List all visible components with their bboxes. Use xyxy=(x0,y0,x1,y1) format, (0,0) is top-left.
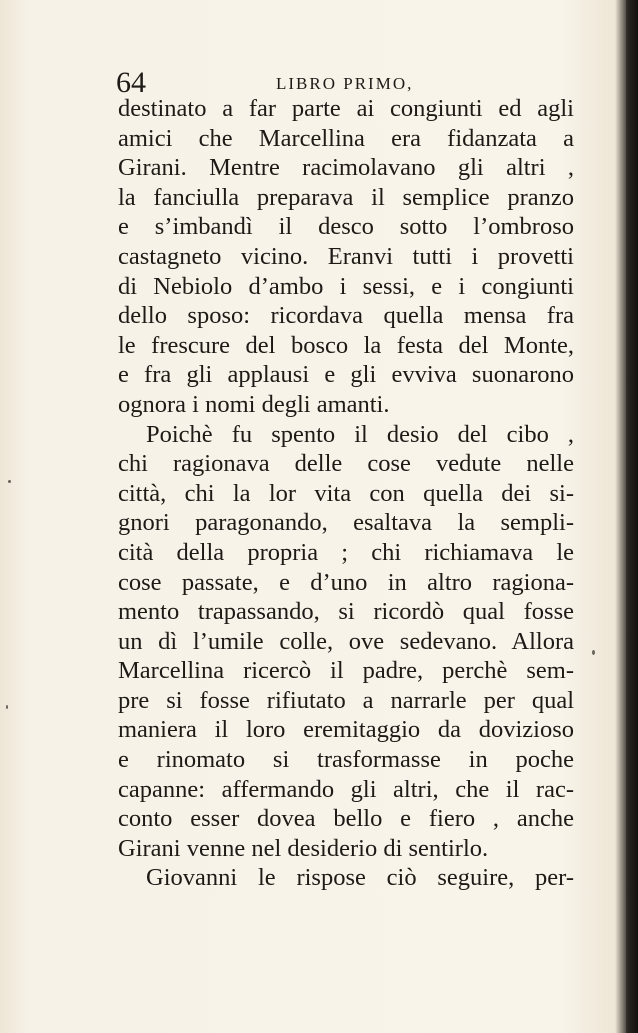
text-line: cose passate, e d’uno in altro ragiona- xyxy=(118,568,574,596)
text-line: mento trapassando, si ricordò qual fosse xyxy=(118,598,574,626)
text-line: Marcellina ricercò il padre, perchè sem- xyxy=(118,657,574,685)
text-line: un dì l’umile colle, ove sedevano. Allora xyxy=(118,627,574,655)
text-line: e s’imbandì il desco sotto l’ombroso xyxy=(118,213,574,241)
paper-speck xyxy=(8,480,11,483)
text-line: ognora i nomi degli amanti. xyxy=(118,390,390,418)
text-line: la fanciulla preparava il semplice pranzo xyxy=(118,183,574,211)
text-line: amici che Marcellina era fidanzata a xyxy=(118,124,574,152)
text-line: Girani. Mentre racimolavano gli altri , xyxy=(118,154,574,182)
paper-speck xyxy=(592,650,595,655)
text-line: le frescure del bosco la festa del Monte, xyxy=(118,331,574,359)
text-line: gnori paragonando, esaltava la sempli- xyxy=(118,509,574,537)
text-line: capanne: affermando gli altri, che il rac- xyxy=(118,775,574,803)
text-line: pre si fosse rifiutato a narrarle per qual xyxy=(118,686,574,714)
text-line: dello sposo: ricordava quella mensa fra xyxy=(118,302,574,330)
text-line: di Nebiolo d’ambo i sessi, e i congiunti xyxy=(118,272,574,300)
text-line: e rinomato si trasformasse in poche xyxy=(118,746,574,774)
text-line: conto esser dovea bello e fiero , anche xyxy=(118,805,574,833)
text-line: destinato a far parte ai congiunti ed agli xyxy=(118,95,574,122)
text-line: Girani venne nel desiderio di sentirlo. xyxy=(118,834,489,862)
paragraph-first-line: Poichè fu spento il desio del cibo , xyxy=(146,420,574,448)
text-line: castagneto vicino. Eranvi tutti i provetti xyxy=(118,242,574,270)
running-head: LIBRO PRIMO, xyxy=(276,74,414,93)
body-text xyxy=(118,94,574,893)
page-number: 64 xyxy=(116,66,146,99)
text-line: chi ragionava delle cose vedute nelle xyxy=(118,450,574,478)
text-line: e fra gli applausi e gli evviva suonarono xyxy=(118,361,574,389)
page-edge-shadow xyxy=(626,0,638,1033)
paper-speck xyxy=(6,705,8,709)
paragraph-first-line: Giovanni le rispose ciò seguire, per- xyxy=(146,864,574,892)
text-line: maniera il loro eremitaggio da dovizioso xyxy=(118,716,574,744)
text-line: città, chi la lor vita con quella dei si- xyxy=(118,479,574,507)
text-line: cità della propria ; chi richiamava le xyxy=(118,538,574,566)
